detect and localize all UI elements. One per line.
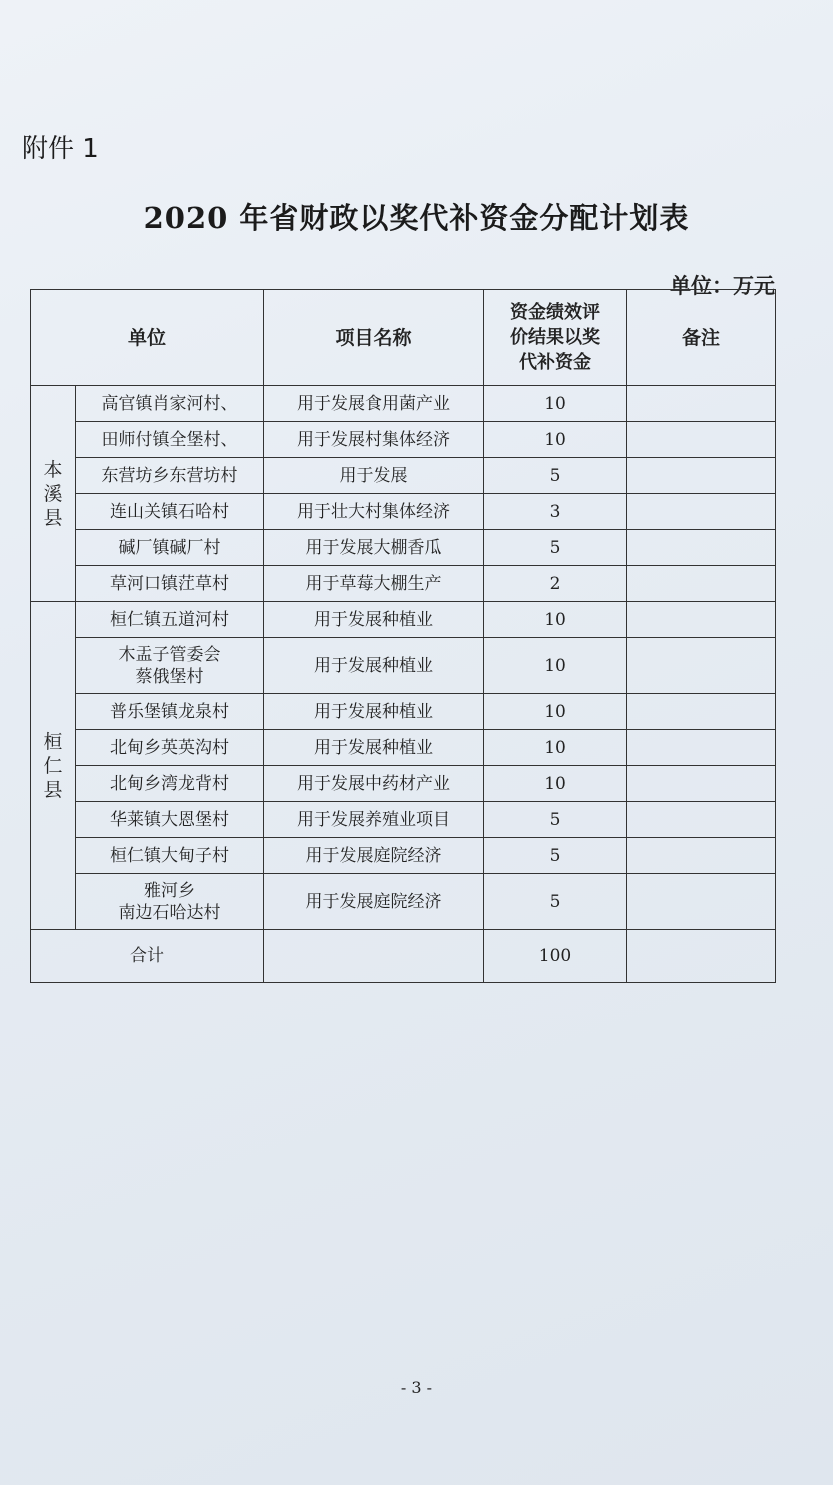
total-remark-cell bbox=[627, 930, 776, 983]
table-row bbox=[31, 730, 776, 766]
project-cell: 用于发展种植业 bbox=[264, 638, 484, 694]
allocation-table bbox=[30, 289, 776, 983]
fund-cell: 5 bbox=[484, 802, 627, 838]
total-label: 合计 bbox=[31, 930, 264, 983]
village-cell: 北甸乡英英沟村 bbox=[76, 730, 264, 766]
fund-cell: 10 bbox=[484, 422, 627, 458]
village-cell: 普乐堡镇龙泉村 bbox=[76, 694, 264, 730]
village-cell: 雅河乡 南边石哈达村 bbox=[76, 874, 264, 930]
remark-cell bbox=[627, 494, 776, 530]
village-cell: 连山关镇石哈村 bbox=[76, 494, 264, 530]
table-row bbox=[31, 802, 776, 838]
table-header-row bbox=[31, 290, 776, 386]
header-fund: 资金绩效评 价结果以奖 代补资金 bbox=[484, 290, 627, 386]
village-cell: 草河口镇茳草村 bbox=[76, 566, 264, 602]
project-cell: 用于发展种植业 bbox=[264, 694, 484, 730]
table-row bbox=[31, 566, 776, 602]
table-row bbox=[31, 494, 776, 530]
project-cell: 用于发展种植业 bbox=[264, 602, 484, 638]
fund-cell: 10 bbox=[484, 602, 627, 638]
table-row bbox=[31, 458, 776, 494]
village-cell: 高官镇肖家河村、 bbox=[76, 386, 264, 422]
header-unit: 单位 bbox=[31, 290, 264, 386]
fund-cell: 10 bbox=[484, 386, 627, 422]
table-row bbox=[31, 386, 776, 422]
project-cell: 用于壮大村集体经济 bbox=[264, 494, 484, 530]
village-cell: 北甸乡湾龙背村 bbox=[76, 766, 264, 802]
fund-cell: 5 bbox=[484, 838, 627, 874]
fund-cell: 3 bbox=[484, 494, 627, 530]
village-cell: 碱厂镇碱厂村 bbox=[76, 530, 264, 566]
unit-label: 单位：万元 bbox=[670, 273, 775, 298]
table-row bbox=[31, 530, 776, 566]
project-cell: 用于发展 bbox=[264, 458, 484, 494]
table-row bbox=[31, 838, 776, 874]
project-cell: 用于发展养殖业项目 bbox=[264, 802, 484, 838]
project-cell: 用于发展村集体经济 bbox=[264, 422, 484, 458]
remark-cell bbox=[627, 638, 776, 694]
attachment-label: 附件 1 bbox=[22, 134, 99, 164]
table-row bbox=[31, 422, 776, 458]
table-row bbox=[31, 638, 776, 694]
village-cell: 华莱镇大恩堡村 bbox=[76, 802, 264, 838]
project-cell: 用于发展食用菌产业 bbox=[264, 386, 484, 422]
project-cell: 用于发展种植业 bbox=[264, 730, 484, 766]
fund-cell: 10 bbox=[484, 694, 627, 730]
remark-cell bbox=[627, 386, 776, 422]
village-cell: 东营坊乡东营坊村 bbox=[76, 458, 264, 494]
remark-cell bbox=[627, 766, 776, 802]
table-row bbox=[31, 602, 776, 638]
village-cell: 桓仁镇大甸子村 bbox=[76, 838, 264, 874]
project-cell: 用于发展庭院经济 bbox=[264, 838, 484, 874]
village-cell: 木盂子管委会 蔡俄堡村 bbox=[76, 638, 264, 694]
total-fund-cell: 100 bbox=[484, 930, 627, 983]
table-row bbox=[31, 874, 776, 930]
fund-cell: 10 bbox=[484, 766, 627, 802]
total-project-cell bbox=[264, 930, 484, 983]
county-cell: 桓 仁 县 bbox=[31, 602, 76, 930]
fund-cell: 5 bbox=[484, 874, 627, 930]
remark-cell bbox=[627, 802, 776, 838]
village-cell: 桓仁镇五道河村 bbox=[76, 602, 264, 638]
remark-cell bbox=[627, 838, 776, 874]
total-row bbox=[31, 930, 776, 983]
remark-cell bbox=[627, 566, 776, 602]
remark-cell bbox=[627, 874, 776, 930]
fund-cell: 10 bbox=[484, 730, 627, 766]
project-cell: 用于发展中药材产业 bbox=[264, 766, 484, 802]
remark-cell bbox=[627, 730, 776, 766]
fund-cell: 5 bbox=[484, 458, 627, 494]
remark-cell bbox=[627, 602, 776, 638]
page-title: 2020 年省财政以奖代补资金分配计划表 bbox=[143, 201, 690, 235]
fund-cell: 10 bbox=[484, 638, 627, 694]
header-project: 项目名称 bbox=[264, 290, 484, 386]
header-remark: 备注 bbox=[627, 290, 776, 386]
remark-cell bbox=[627, 458, 776, 494]
remark-cell bbox=[627, 422, 776, 458]
county-cell: 本 溪 县 bbox=[31, 386, 76, 602]
remark-cell bbox=[627, 694, 776, 730]
table-row bbox=[31, 694, 776, 730]
project-cell: 用于草莓大棚生产 bbox=[264, 566, 484, 602]
village-cell: 田师付镇全堡村、 bbox=[76, 422, 264, 458]
fund-cell: 5 bbox=[484, 530, 627, 566]
fund-cell: 2 bbox=[484, 566, 627, 602]
page-number: - 3 - bbox=[400, 1378, 433, 1397]
project-cell: 用于发展大棚香瓜 bbox=[264, 530, 484, 566]
project-cell: 用于发展庭院经济 bbox=[264, 874, 484, 930]
table-row bbox=[31, 766, 776, 802]
remark-cell bbox=[627, 530, 776, 566]
